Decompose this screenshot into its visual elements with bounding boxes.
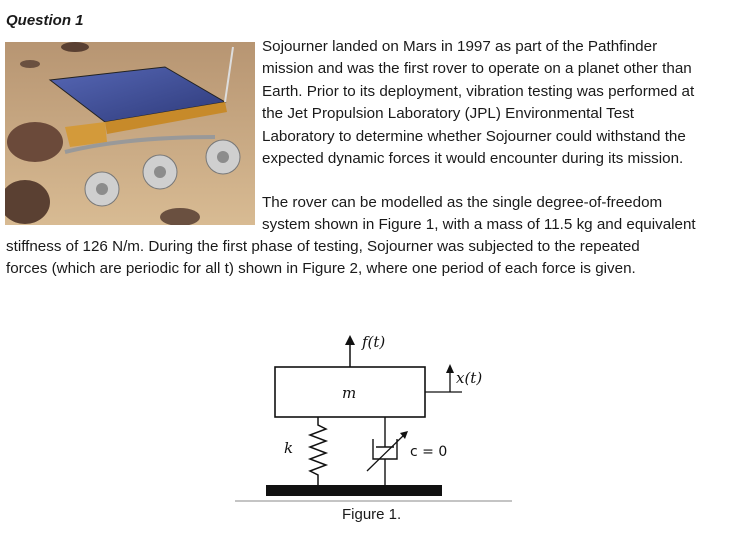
figure-caption: Figure 1. bbox=[342, 506, 402, 523]
question-heading: Question 1 bbox=[6, 12, 84, 29]
paragraph-line: the Jet Propulsion Laboratory (JPL) Environmental Test bbox=[262, 105, 635, 123]
rover-photo bbox=[5, 42, 255, 225]
base-plate bbox=[266, 485, 442, 496]
paragraph-line: system shown in Figure 1, with a mass of 11.5 kg and equivalent bbox=[262, 216, 696, 234]
paragraph-line: Sojourner landed on Mars in 1997 as part of the Pathfinder bbox=[262, 38, 658, 55]
paragraph-line: Laboratory to determine whether Sojourner could withstand the bbox=[262, 127, 686, 145]
force-arrowhead bbox=[345, 335, 355, 345]
paragraph-intro bbox=[262, 36, 694, 170]
paragraph-line: stiffness of 126 N/m. During the first phase of testing, Sojourner was subjected to the repeated bbox=[6, 238, 640, 255]
paragraph-line: expected dynamic forces it would encounter during its mission. bbox=[262, 150, 684, 168]
paragraph-line: forces (which are periodic for all t) shown in Figure 2, where one period of each force is given. bbox=[6, 260, 636, 278]
paragraph-line: mission and was the first rover to operate on a planet other than bbox=[262, 60, 692, 78]
paragraph-model bbox=[262, 192, 696, 237]
force-label: f(t) bbox=[362, 333, 386, 351]
mass-label: m bbox=[342, 384, 357, 402]
spring bbox=[310, 417, 326, 485]
paragraph-model-continued bbox=[6, 236, 640, 281]
sdof-figure bbox=[230, 325, 530, 535]
paragraph-line: Earth. Prior to its deployment, vibration testing was performed at bbox=[262, 82, 695, 100]
spring-label: k bbox=[284, 439, 294, 457]
displacement-label: x(t) bbox=[456, 369, 483, 387]
displacement-arrowhead bbox=[446, 364, 454, 373]
paragraph-line: The rover can be modelled as the single degree-of-freedom bbox=[262, 194, 663, 211]
damper-label: c = 0 bbox=[410, 444, 448, 460]
